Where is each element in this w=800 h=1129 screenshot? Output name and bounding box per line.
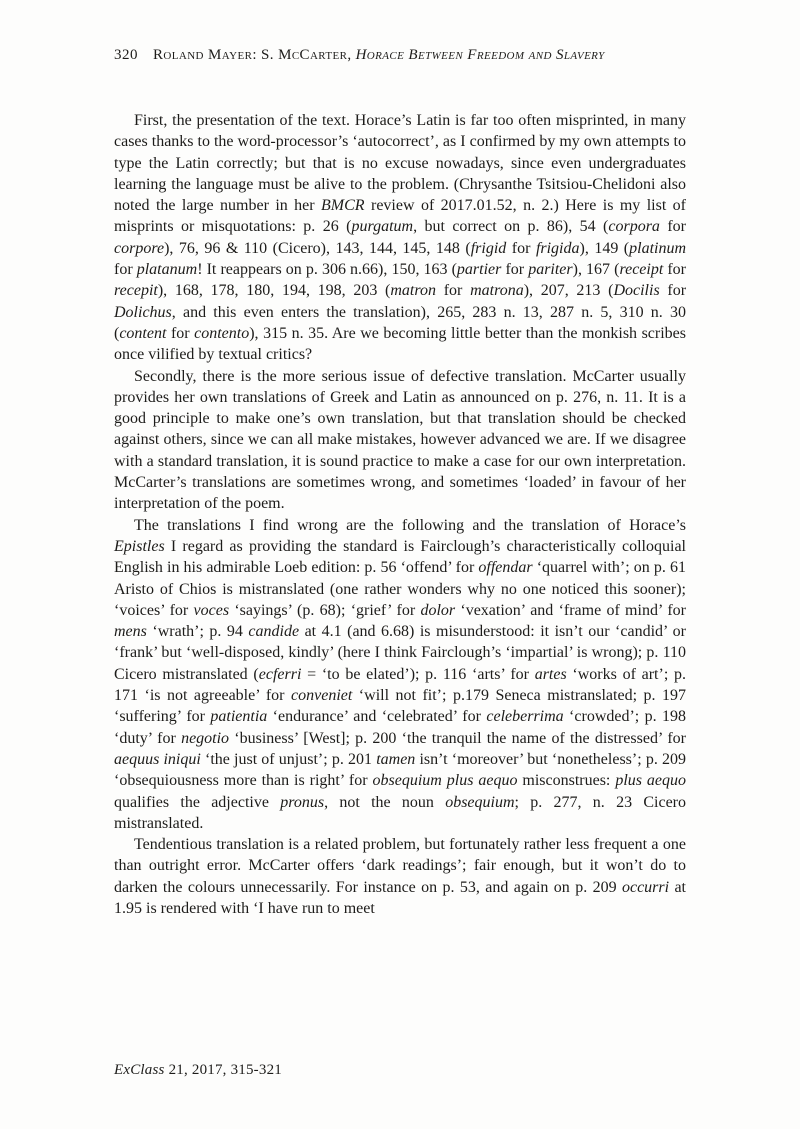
italic-text-run: conveniet (291, 687, 353, 705)
text-run: Tendentious translation is a related problem, but fortunately rather less frequent a one than outright error. McCarter offers ‘dark readings’; fair enough, but it won’t do to darken the colours unnecessarily. For instance on p. 53, and again on p. 209 (114, 836, 686, 896)
italic-text-run: Dolichus (114, 303, 172, 321)
text-run: ‘crowded’; p. 198 ‘duty’ for (114, 708, 687, 747)
italic-text-run: Docilis (613, 282, 660, 300)
italic-text-run: content (119, 324, 167, 342)
italic-text-run: offendar (478, 559, 533, 577)
text-run: for (166, 324, 195, 342)
text-run: at 1.95 is rendered with ‘I have run to meet (114, 878, 687, 917)
text-run: isn’t ‘moreover’ but ‘nonetheless’; p. 209 ‘obsequiousness more than is right’ for (114, 750, 686, 790)
footer-citation: 21, 2017, 315-321 (168, 1062, 282, 1078)
italic-text-run: obsequium plus aequo (372, 772, 518, 790)
text-run: I regard as providing the standard is Fairclough’s characteristically colloquial English in his admirable Loeb edition: p. 56 ‘offend’ for (114, 537, 686, 577)
italic-text-run: voces (193, 601, 230, 619)
text-run: ! It reappears on p. 306 n.66), 150, 163 ( (197, 261, 457, 279)
italic-text-run: frigida (535, 239, 580, 257)
italic-text-run: obsequium (445, 793, 515, 811)
italic-text-run: pronus (280, 793, 325, 811)
italic-text-run: platanum (136, 261, 198, 279)
running-head (114, 47, 686, 64)
text-run: for (663, 261, 687, 279)
italic-text-run: mens (114, 623, 147, 641)
text-run: = ‘to be elated’); p. 116 ‘arts’ for (301, 665, 535, 683)
text-run: ‘sayings’ (p. 68); ‘grief’ for (229, 601, 421, 619)
text-run: ), 76, 96 & 110 (Cicero), 143, 144, 145, 148 ( (164, 239, 471, 257)
italic-text-run: partier (456, 261, 502, 279)
text-run: ), 168, 178, 180, 194, 198, 203 ( (157, 282, 391, 300)
running-title-book: Horace Between Freedom and Slavery (355, 47, 605, 63)
italic-text-run: tamen (376, 750, 416, 768)
text-run: ; p. 277, n. 23 Cicero mistranslated. (114, 793, 686, 832)
italic-text-run: occurri (621, 878, 670, 896)
italic-text-run: receipt (619, 261, 664, 279)
body-paragraphs (114, 110, 686, 919)
paragraph (114, 834, 686, 919)
text-run: ‘works of art’; p. 171 ‘is not agreeable’ for (114, 665, 686, 705)
text-run: ), 149 ( (579, 239, 630, 257)
text-run: ‘endurance’ and ‘celebrated’ for (267, 708, 487, 726)
italic-text-run: platinum (629, 239, 687, 257)
italic-text-run: Epistles (114, 537, 165, 555)
paragraph (114, 515, 686, 834)
italic-text-run: recepit (114, 282, 158, 300)
text-run: , and this even enters the translation), 265, 283 n. 13, 287 n. 5, 310 n. 30 ( (114, 303, 686, 342)
paragraph (114, 110, 686, 366)
text-run: review of 2017.01.52, n. 2.) Here is my list of misprints or misquotations: p. 26 ( (114, 197, 687, 236)
italic-text-run: patientia (210, 708, 268, 726)
italic-text-run: artes (534, 665, 567, 683)
text-run: qualifies the adjective (114, 793, 281, 811)
text-run: ‘quarrel with’; on p. 61 Aristo of Chios is mistranslated (one rather wonders why no one noticed this sooner); ‘voices’ for (114, 559, 686, 619)
text-run: ‘vexation’ and ‘frame of mind’ for (455, 601, 687, 619)
text-run: The translations I find wrong are the following and the translation of Horace’s (134, 516, 686, 534)
italic-text-run: matron (390, 282, 436, 300)
text-run: for (659, 282, 687, 300)
text-run: , but correct on p. 86), 54 ( (413, 218, 609, 236)
text-run: ‘will not fit’; p.179 Seneca mistranslated; p. 197 ‘suffering’ for (114, 687, 687, 726)
italic-text-run: BMCR (321, 197, 365, 215)
italic-text-run: pariter (528, 261, 573, 279)
italic-text-run: plus aequo (615, 772, 687, 790)
italic-text-run: dolor (420, 601, 456, 619)
text-run: ), 167 ( (572, 261, 620, 279)
text-run: Secondly, there is the more serious issue of defective translation. McCarter usually provides her own translations of Greek and Latin as announced on p. 276, n. 11. It is a good principle to make one’s own translation, but that translation should be checked against others, since we can all make mistakes, however advanced we are. If we disagree with a standard translation, it is sound practice to make a case for our own interpretation. McCarter’s translations are sometimes wrong, and sometimes ‘loaded’ in favour of her interpretation of the poem. (114, 367, 686, 513)
page-footer (114, 1062, 282, 1079)
text-run: First, the presentation of the text. Horace’s Latin is far too often misprinted, in many cases thanks to the word-processor’s ‘autocorrect’, as I confirmed by my own attempts to type the Latin correctly; but that is no excuse nowadays, since even undergraduates learning the language must be alive to the problem. (Chrysanthe Tsitsiou-Chelidoni also noted the large number in her (114, 112, 686, 215)
text-run: at 4.1 (and 6.68) is misunderstood: it isn’t our ‘candid’ or ‘frank’ but ‘well-disposed, kindly’ (here I think Fairclough’s ‘impartial’ is wrong); p. 110 Cicero mistranslated ( (114, 623, 687, 683)
text-run: ), 207, 213 ( (523, 282, 614, 300)
text-run: for (659, 218, 686, 236)
italic-text-run: frigid (470, 239, 507, 257)
text-run: for (501, 261, 529, 279)
paragraph (114, 366, 686, 515)
text-run: ‘the just of unjust’; p. 201 (200, 750, 377, 768)
text-run: ‘wrath’; p. 94 (146, 623, 249, 641)
italic-text-run: negotio (181, 729, 230, 747)
italic-text-run: candide (248, 623, 300, 641)
text-run: misconstrues: (517, 772, 616, 790)
italic-text-run: purgatum (351, 218, 414, 236)
italic-text-run: corpora (608, 218, 660, 236)
text-run: , not the noun (324, 793, 446, 811)
journal-name: ExClass (114, 1062, 165, 1078)
italic-text-run: ecferri (258, 665, 302, 683)
text-run: for (506, 239, 536, 257)
italic-text-run: matrona (470, 282, 524, 300)
page-number: 320 (114, 47, 138, 63)
italic-text-run: contento (194, 324, 250, 342)
text-run: ‘business’ [West]; p. 200 ‘the tranquil the name of the distressed’ for (229, 729, 686, 747)
text-run: for (114, 261, 137, 279)
text-run: for (436, 282, 471, 300)
italic-text-run: aequus iniqui (114, 750, 201, 768)
text-run: ), 315 n. 35. Are we becoming little better than the monkish scribes once vilified by textual critics? (114, 324, 687, 364)
italic-text-run: celeberrima (486, 708, 564, 726)
italic-text-run: corpore (114, 239, 165, 257)
running-title-author: Roland Mayer: S. McCarter, (153, 47, 352, 63)
